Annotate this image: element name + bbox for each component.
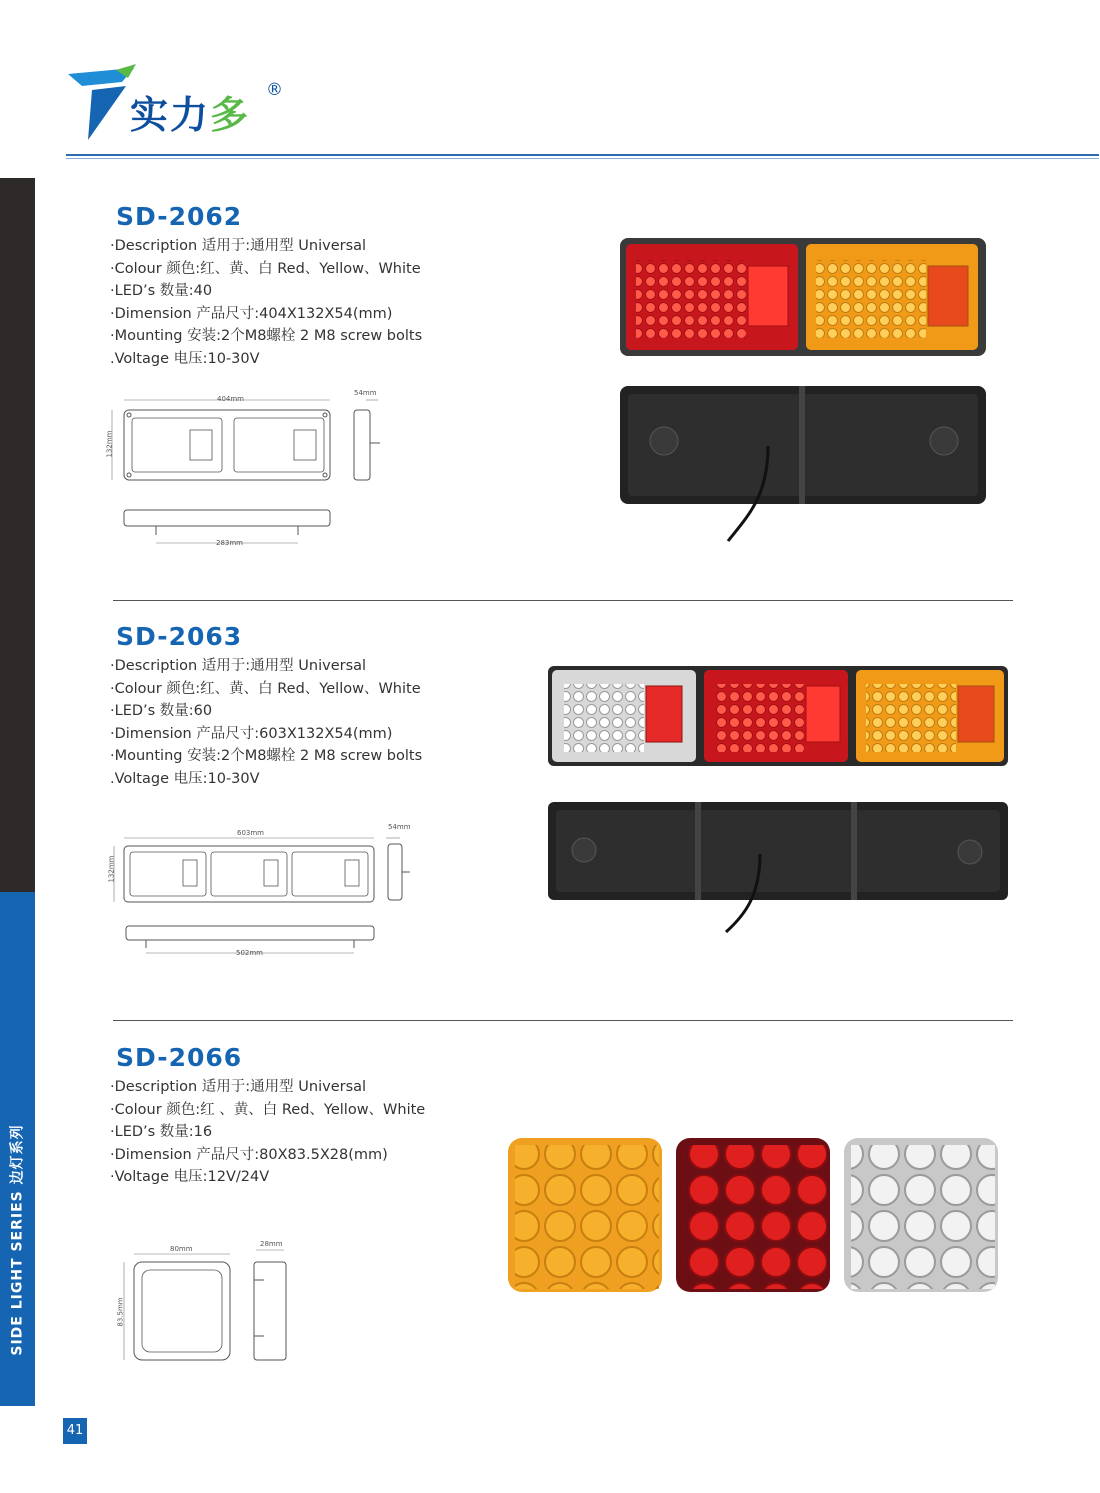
spec-line: .Voltage 电压:10-30V bbox=[110, 770, 260, 787]
spec-line: ·LED’s 数量:40 bbox=[110, 283, 213, 300]
dimension-bolt-spacing: 502mm bbox=[236, 949, 263, 957]
spec-line: ·Colour 颜色:红、黄、白 Red、Yellow、White bbox=[110, 680, 421, 697]
product-specs bbox=[110, 235, 422, 371]
spec-line: ·Description 适用于:通用型 Universal bbox=[110, 238, 367, 254]
dimension-height: 83.5mm bbox=[116, 1297, 125, 1327]
spec-line: ·LED’s 数量:16 bbox=[110, 1124, 213, 1141]
technical-drawing bbox=[100, 820, 420, 960]
section-divider bbox=[113, 600, 1013, 601]
side-band-dark bbox=[0, 178, 35, 892]
page-number: 41 bbox=[63, 1418, 87, 1444]
spec-line: ·Dimension 产品尺寸:80X83.5X28(mm) bbox=[110, 1146, 388, 1163]
dimension-bolt-spacing: 283mm bbox=[216, 539, 243, 547]
product-photo bbox=[506, 1136, 1000, 1296]
product-specs bbox=[110, 1076, 425, 1189]
spec-line: ·Description 适用于:通用型 Universal bbox=[110, 658, 367, 674]
dimension-width: 603mm bbox=[237, 829, 264, 837]
dimension-width: 404mm bbox=[217, 395, 244, 403]
section-divider bbox=[113, 1020, 1013, 1021]
product-sku: SD-2066 bbox=[116, 1043, 243, 1072]
spec-line: ·Dimension 产品尺寸:404X132X54(mm) bbox=[110, 305, 393, 322]
dimension-depth: 54mm bbox=[388, 823, 411, 831]
spec-line: ·LED’s 数量:60 bbox=[110, 703, 213, 720]
spec-line: ·Colour 颜色:红、黄、白 Red、Yellow、White bbox=[110, 260, 421, 277]
spec-line: .Voltage 电压:10-30V bbox=[110, 350, 260, 367]
dimension-depth: 28mm bbox=[260, 1240, 283, 1248]
spec-line: ·Description 适用于:通用型 Universal bbox=[110, 1079, 367, 1095]
spec-line: ·Voltage 电压:12V/24V bbox=[110, 1169, 270, 1186]
product-sku: SD-2062 bbox=[116, 202, 243, 231]
header-rule-thin bbox=[66, 158, 1099, 159]
registered-mark: ® bbox=[266, 80, 283, 100]
dimension-width: 80mm bbox=[170, 1245, 193, 1253]
spec-line: ·Mounting 安装:2个M8螺栓 2 M8 screw bolts bbox=[110, 328, 423, 345]
header-rule bbox=[66, 154, 1099, 156]
spec-line: ·Dimension 产品尺寸:603X132X54(mm) bbox=[110, 725, 393, 742]
technical-drawing bbox=[112, 1240, 302, 1370]
product-photo bbox=[546, 664, 1012, 936]
brand-name-main: 实力 bbox=[130, 93, 211, 137]
dimension-height: 132mm bbox=[107, 855, 116, 883]
spec-line: ·Colour 颜色:红 、黄、白 Red、Yellow、White bbox=[110, 1101, 426, 1118]
product-sku: SD-2063 bbox=[116, 622, 243, 651]
product-photo bbox=[618, 236, 988, 548]
side-series-label: SIDE LIGHT SERIES 边灯系列 bbox=[9, 1124, 26, 1356]
product-specs bbox=[110, 655, 422, 791]
brand-name-accent: 多 bbox=[210, 93, 251, 137]
dimension-depth: 54mm bbox=[354, 389, 377, 397]
dimension-height: 132mm bbox=[105, 430, 114, 458]
spec-line: ·Mounting 安装:2个M8螺栓 2 M8 screw bolts bbox=[110, 748, 423, 765]
technical-drawing bbox=[98, 385, 388, 555]
brand-name bbox=[130, 84, 250, 139]
